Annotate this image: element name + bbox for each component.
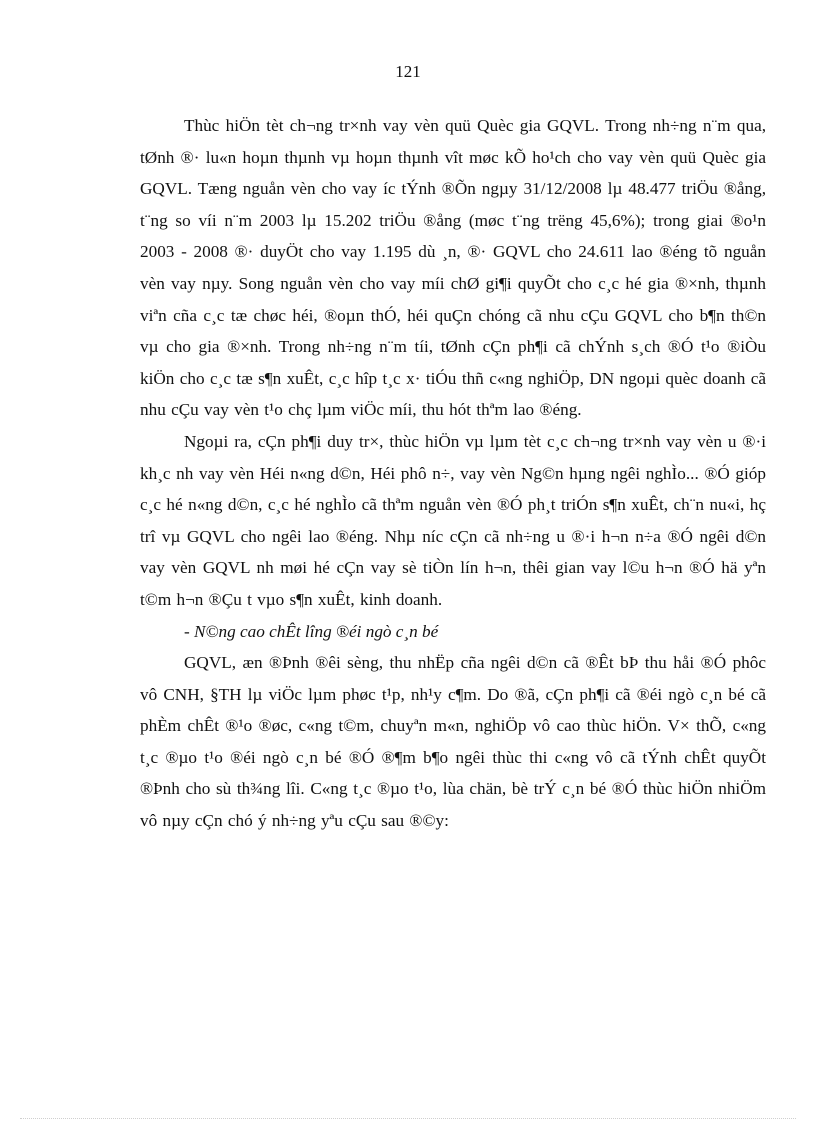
page-number: 121 xyxy=(395,62,421,81)
page-bottom-border xyxy=(20,1118,796,1119)
body-text xyxy=(140,110,766,837)
paragraph-vay-von-quoc-gia: Thùc hiÖn tèt ch¬ng tr×nh vay vèn quü Quèc gia GQVL. Trong nh÷ng n¨m qua, tØnh ®· lu«n hoµn thµnh vµ hoµn thµnh vît møc kÕ ho¹ch cho vay vèn quü Quèc gia GQVL. Tæng nguån vèn cho vay íc tÝnh ®Õn ngµy 31/12/2008 lµ 48.477 triÖu ®ång, t¨ng so víi n¨m 2003 lµ 15.202 triÖu ®ång (møc t¨ng trëng 45,6%); trong giai ®o¹n 2003 - 2008 ®· duyÖt cho vay 1.195 dù ¸n, ®· GQVL cho 24.611 lao ®éng tõ nguån vèn vay nµy. Song nguån vèn cho vay míi chØ gi¶i quyÕt cho c¸c hé gia ®×nh, thµnh viªn cña c¸c tæ chøc héi, ®oµn thÓ, héi quÇn chóng cã nhu cÇu GQVL cho b¶n th©n vµ cho gia ®×nh. Trong nh÷ng n¨m tíi, tØnh cÇn ph¶i cã chÝnh s¸ch ®Ó t¹o ®iÒu kiÖn cho c¸c tæ s¶n xuÊt, c¸c hîp t¸c x· tiÓu thñ c«ng nghiÖp, DN ngoµi quèc doanh cã nhu cÇu vay vèn t¹o chç lµm viÖc míi, thu hót thªm lao ®éng. xyxy=(140,116,766,420)
paragraph-doi-ngu-can-bo: GQVL, æn ®Þnh ®êi sèng, thu nhËp cña ngêi d©n cã ®Êt bÞ thu håi ®Ó phôc vô CNH, §TH lµ viÖc lµm phøc t¹p, nh¹y c¶m. Do ®ã, cÇn ph¶i cã ®éi ngò c¸n bé cã phÈm chÊt ®¹o ®øc, c«ng t©m, chuyªn m«n, nghiÖp vô cao thùc hiÖn. V× thÕ, c«ng t¸c ®µo t¹o ®éi ngò c¸n bé ®Ó ®¶m b¶o ngêi thùc thi c«ng vô cã tÝnh chÊt quyÕt ®Þnh cho sù th¾ng lîi. C«ng t¸c ®µo t¹o, lùa chän, bè trÝ c¸n bé ®Ó thùc hiÖn nhiÖm vô nµy cÇn chó ý nh÷ng yªu cÇu sau ®©y: xyxy=(140,653,766,831)
paragraph-vay-von-uu-dai: Ngoµi ra, cÇn ph¶i duy tr×, thùc hiÖn vµ lµm tèt c¸c ch¬ng tr×nh vay vèn u ®·i kh¸c nh vay vèn Héi n«ng d©n, Héi phô n÷, vay vèn Ng©n hµng ngêi nghÌo... ®Ó gióp c¸c hé n«ng d©n, c¸c hé nghÌo cã thªm nguån vèn ®Ó ph¸t triÓn s¶n xuÊt, ch¨n nu«i, hç trî vµ GQVL cho ngêi lao ®éng. Nhµ níc cÇn cã nh÷ng u ®·i h¬n n÷a ®Ó ngêi d©n vay vèn GQVL nh møi hé cÇn vay sè tiÒn lín h¬n, thêi gian vay l©u h¬n ®Ó hä yªn t©m h¬n ®Çu t vµo s¶n xuÊt, kinh doanh. xyxy=(140,431,766,609)
section-heading: - N©ng cao chÊt lîng ®éi ngò c¸n bé xyxy=(184,621,439,641)
